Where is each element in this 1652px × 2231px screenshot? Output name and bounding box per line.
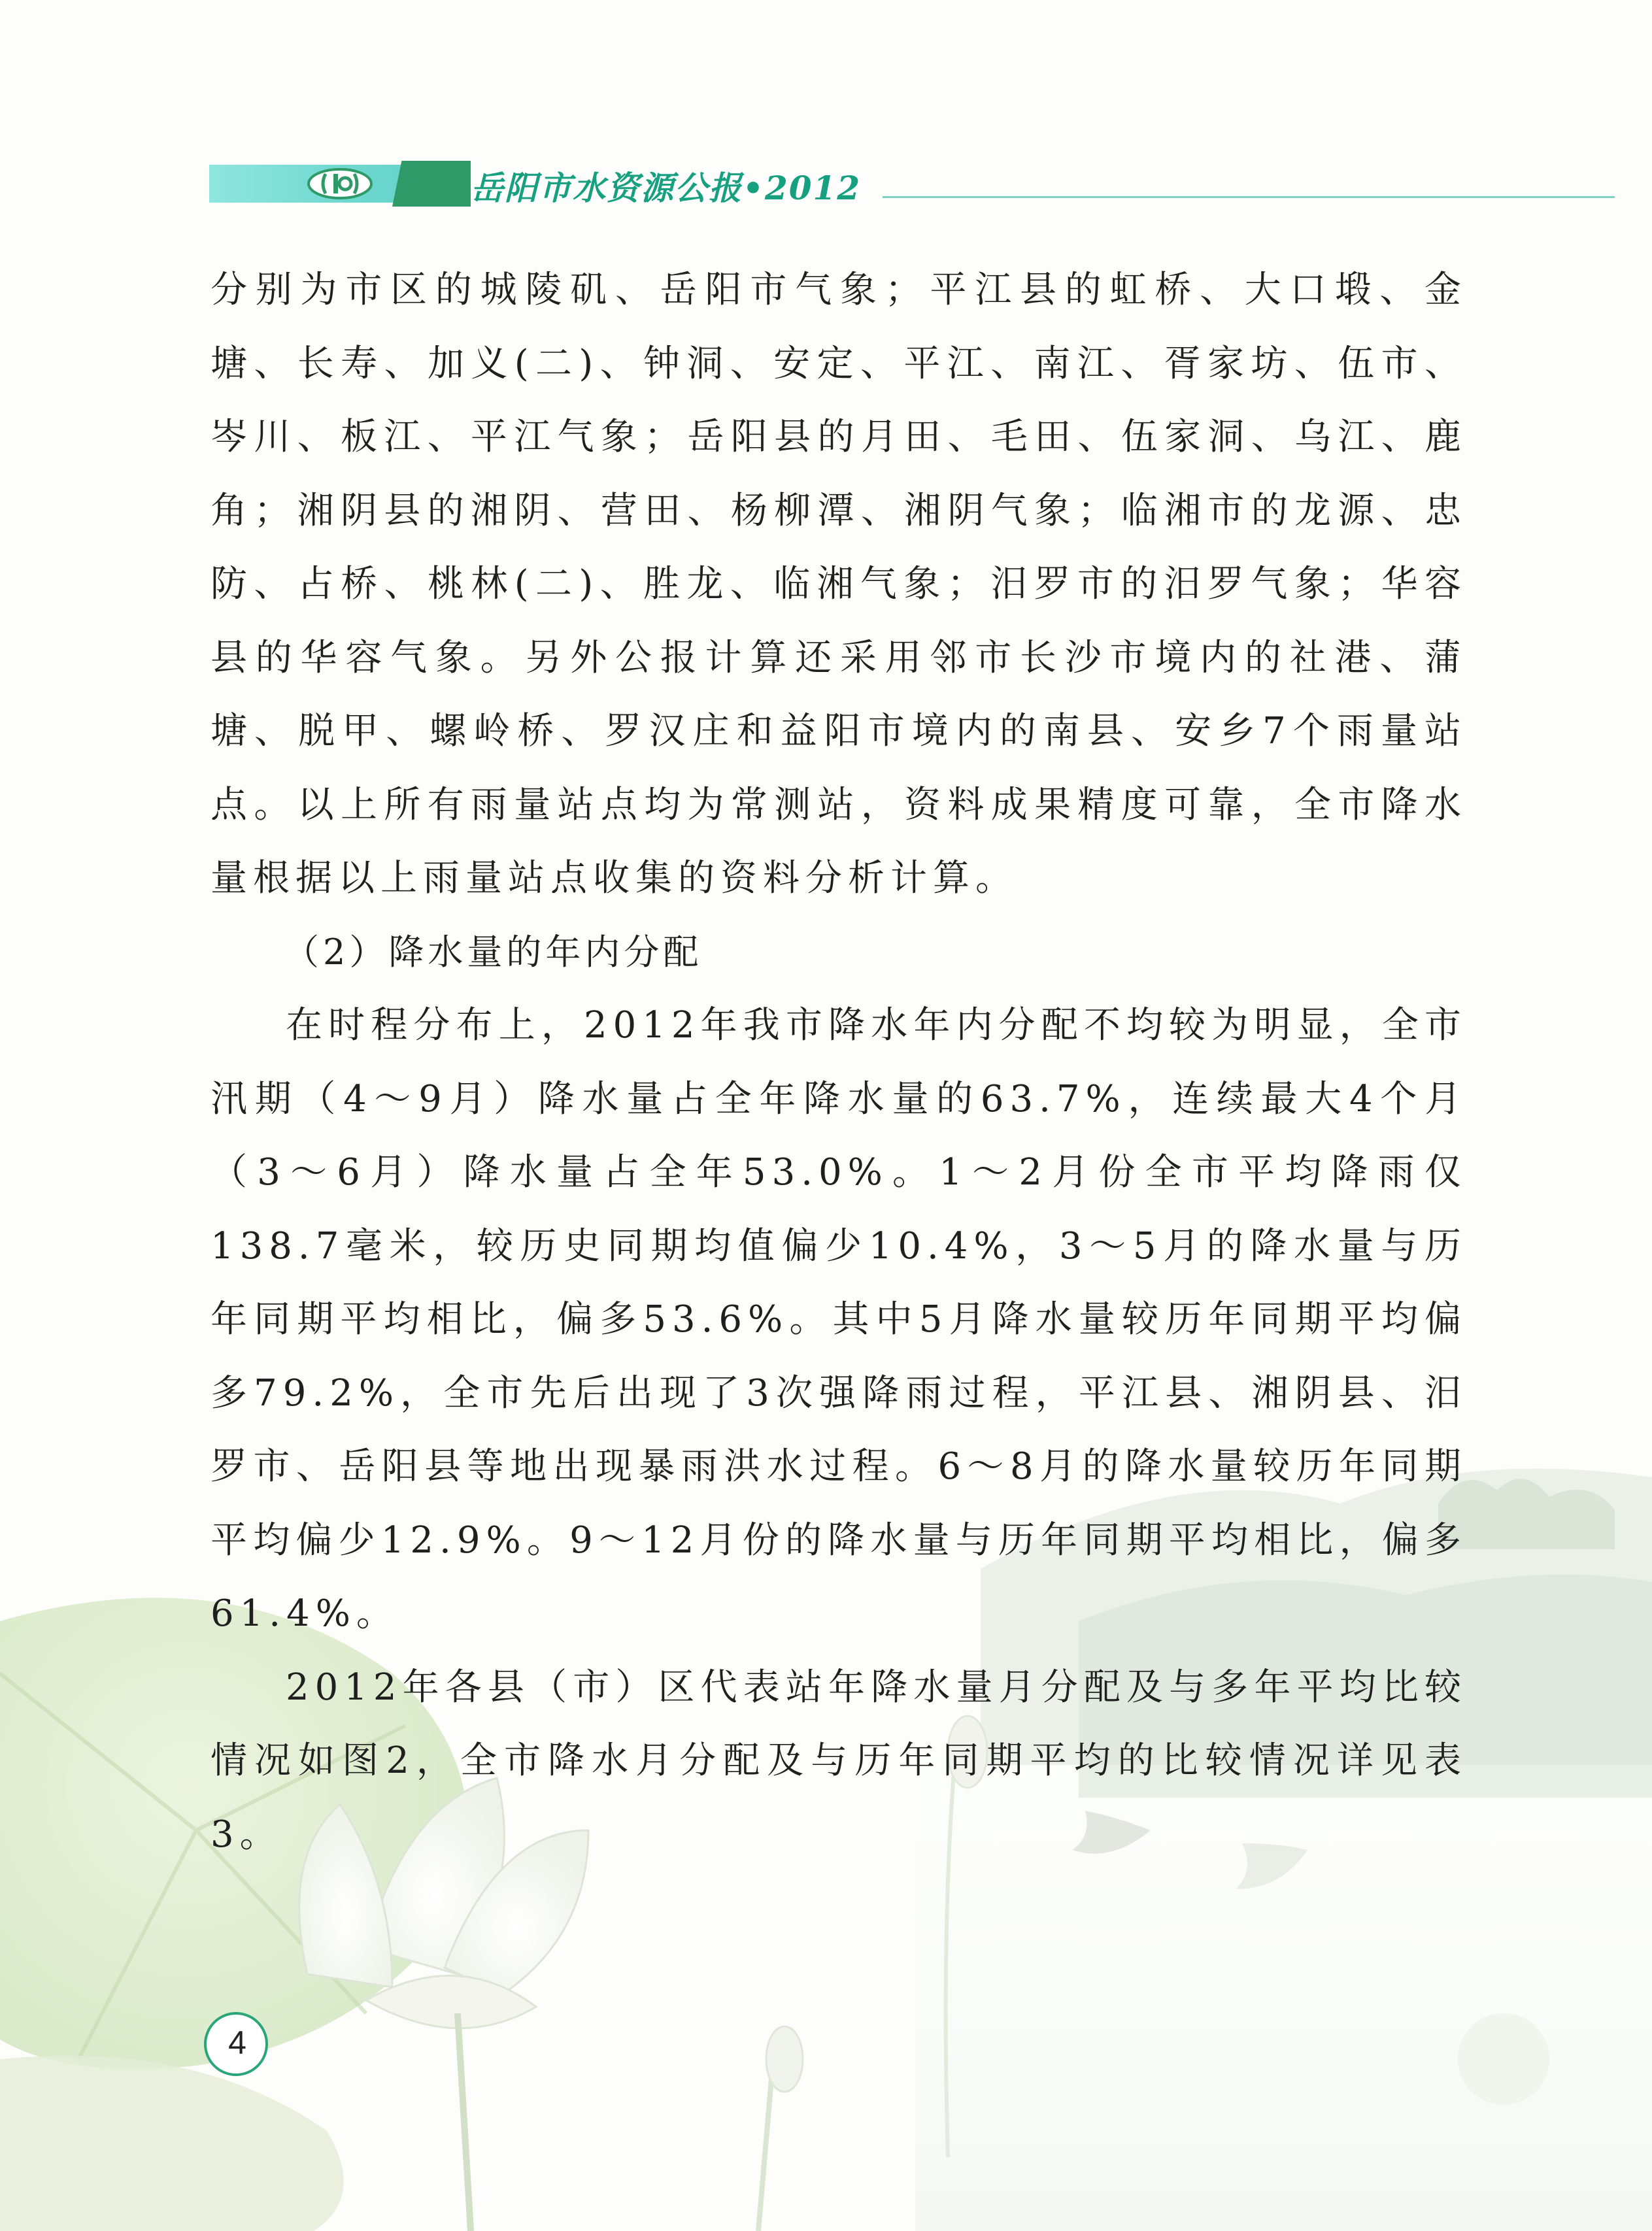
header-rule <box>883 196 1615 198</box>
body-text <box>211 254 1467 1871</box>
page-number: 4 <box>228 2024 246 2061</box>
publication-title: 岳阳市水资源公报•2012 <box>471 169 862 207</box>
paragraph-stations: 分别为市区的城陵矶、岳阳市气象；平江县的虹桥、大口塅、金塘、长寿、加义(二)、钟洞、安定、平江、南江、胥家坊、伍市、岑川、板江、平江气象；岳阳县的月田、毛田、伍家洞、乌江、鹿角；湘阴县的湘阴、营田、杨柳潭、湘阴气象；临湘市的龙源、忠防、占桥、桃林(二)、胜龙、临湘气象；汨罗市的汨罗气象；华容县的华容气象。另外公报计算还采用邻市长沙市境内的社港、蒲塘、脱甲、螺岭桥、罗汉庄和益阳市境内的南县、安乡7个雨量站点。以上所有雨量站点均为常测站，资料成果精度可靠，全市降水量根据以上雨量站点收集的资料分析计算。 <box>211 269 1467 899</box>
water-drop-logo-icon <box>301 166 379 201</box>
section-subheading: （2）降水量的年内分配 <box>284 931 703 973</box>
page-header <box>209 161 1615 207</box>
page-number-badge <box>204 2012 267 2075</box>
paragraph-figure-reference: 2012年各县（市）区代表站年降水量月分配及与多年平均比较情况如图2，全市降水月分配及与历年同期平均的比较情况详见表3。 <box>211 1666 1467 1856</box>
header-accent-block <box>392 161 471 207</box>
paragraph-distribution: 在时程分布上，2012年我市降水年内分配不均较为明显，全市汛期（4～9月）降水量占全年降水量的63.7%，连续最大4个月（3～6月）降水量占全年53.0%。1～2月份全市平均降雨仅138.7毫米，较历史同期均值偏少10.4%，3～5月的降水量与历年同期平均相比，偏多53.6%。其中5月降水量较历年同期平均偏多79.2%，全市先后出现了3次强降雨过程，平江县、湘阴县、汨罗市、岳阳县等地出现暴雨洪水过程。6～8月的降水量较历年同期平均偏少12.9%。9～12月份的降水量与历年同期平均相比，偏多61.4%。 <box>211 1004 1467 1635</box>
